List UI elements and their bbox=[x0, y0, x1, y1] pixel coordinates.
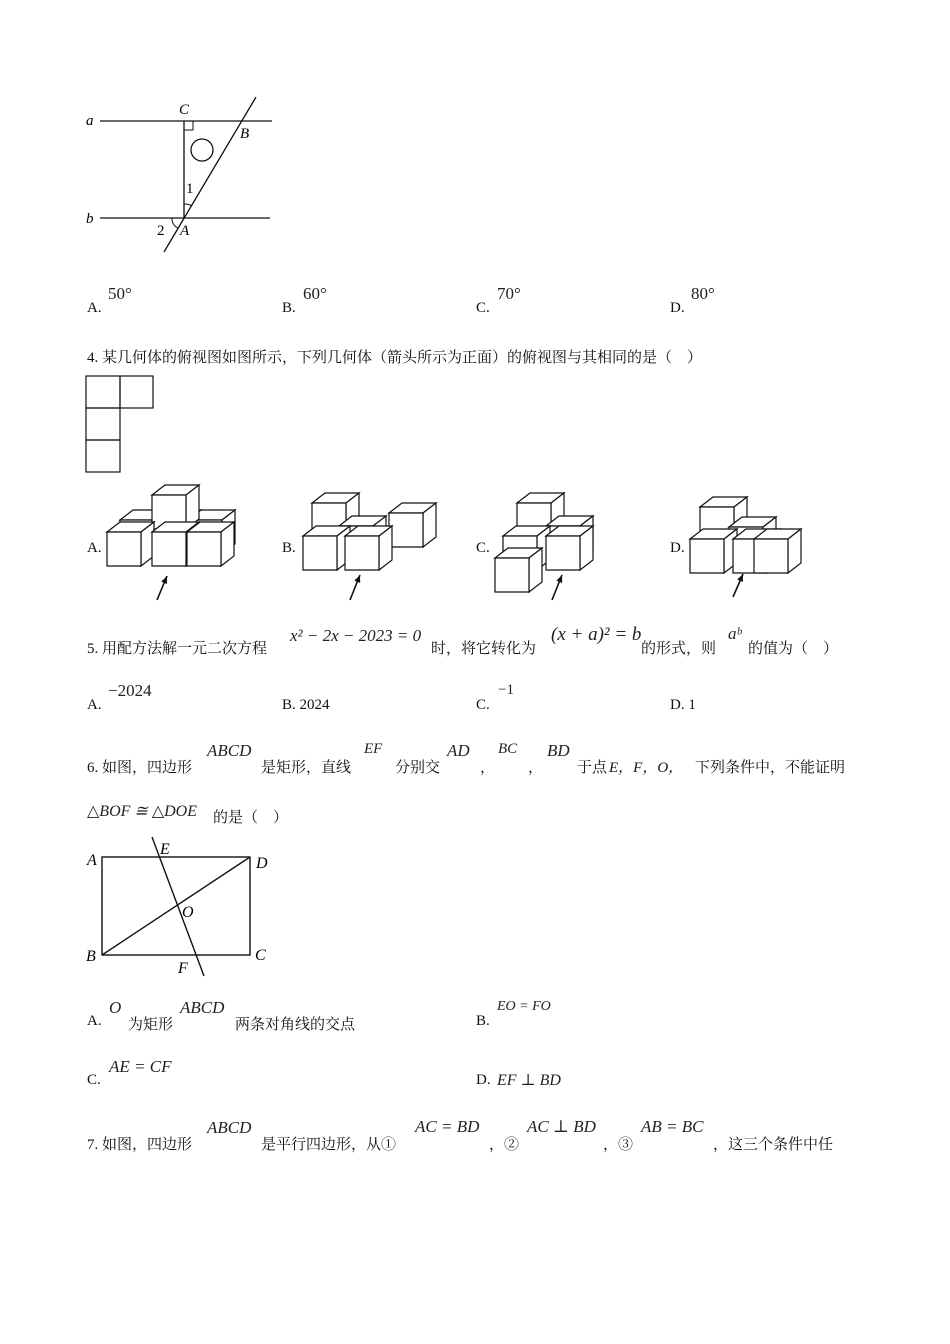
q7-stem-prefix: 7. 如图，四边形 bbox=[87, 1137, 193, 1153]
q6-option-a-text1: 为矩形 bbox=[128, 1017, 174, 1033]
cube-face bbox=[303, 536, 337, 570]
triangle-ruler-hole bbox=[191, 139, 213, 161]
label-b: B bbox=[86, 948, 96, 965]
q6-quad: ABCD bbox=[207, 741, 252, 760]
cube bbox=[389, 503, 436, 547]
cube bbox=[345, 526, 392, 570]
q6-option-c-label: C. bbox=[87, 1072, 101, 1088]
q5-stem-mid: 时，将它转化为 bbox=[431, 641, 537, 657]
q5-option-c-label: C. bbox=[476, 697, 490, 713]
cube-face bbox=[754, 539, 788, 573]
q7-cond3: AB = BC bbox=[641, 1117, 704, 1136]
q6-seg1: AD bbox=[447, 741, 470, 760]
q4-option-a-label: A. bbox=[87, 540, 102, 556]
q6-option-a-math1: O bbox=[109, 998, 122, 1017]
label-angle1: 1 bbox=[186, 181, 194, 197]
q6-option-a-label: A. bbox=[87, 1013, 102, 1029]
cube-face bbox=[495, 558, 529, 592]
q5-form: (x + a)² = b bbox=[551, 624, 642, 645]
q6-line: EF bbox=[364, 741, 383, 757]
cube bbox=[495, 548, 542, 592]
cube bbox=[754, 529, 801, 573]
q6-stem-p5: 下列条件中，不能证明 bbox=[695, 760, 846, 776]
q6-seg2: BC bbox=[498, 741, 518, 757]
label-d: D bbox=[256, 855, 268, 872]
q5-option-b: B. 2024 bbox=[282, 697, 330, 713]
q6-figure bbox=[82, 835, 282, 980]
q3-option-c-label: C. bbox=[476, 300, 490, 316]
q5-stem-prefix: 5. 用配方法解一元二次方程 bbox=[87, 641, 268, 657]
q6-stem-p4: 于点 bbox=[577, 760, 608, 776]
q6-option-d-math: EF ⊥ BD bbox=[497, 1072, 561, 1089]
label-f: F bbox=[178, 960, 188, 977]
transversal bbox=[164, 97, 256, 252]
q3-option-c-value: 70° bbox=[497, 284, 521, 303]
label-point-a: A bbox=[180, 223, 190, 239]
label-point-c: C bbox=[179, 102, 190, 118]
q4-cube-figure-a bbox=[100, 480, 245, 605]
cube-face bbox=[107, 532, 141, 566]
front-arrow-head bbox=[161, 576, 167, 584]
q6-congruence: △BOF ≅ △DOE bbox=[87, 803, 197, 820]
front-arrow-head bbox=[556, 575, 562, 583]
q4-top-view bbox=[85, 375, 157, 475]
q4-cube-figure-c bbox=[490, 485, 605, 605]
label-a: a bbox=[86, 113, 94, 129]
q6-seg3: BD bbox=[547, 741, 570, 760]
q4-cube-figure-d bbox=[683, 487, 808, 602]
cube-face bbox=[187, 532, 221, 566]
label-b: b bbox=[86, 211, 94, 227]
q3-option-d-value: 80° bbox=[691, 284, 715, 303]
q5-stem-mid2: 的形式，则 bbox=[641, 641, 717, 657]
q5-equation: x² − 2x − 2023 = 0 bbox=[290, 626, 422, 645]
q3-figure bbox=[80, 90, 290, 260]
q4-stem: 4. 某几何体的俯视图如图所示，下列几何体（箭头所示为正面）的俯视图与其相同的是（ ） bbox=[87, 350, 703, 366]
label-point-b: B bbox=[240, 126, 250, 142]
q6-comma1: ， bbox=[480, 760, 496, 776]
label-c: C bbox=[255, 947, 266, 964]
cube-face bbox=[152, 532, 186, 566]
cube-face bbox=[546, 536, 580, 570]
q7-stem-p2: 是平行四边形，从① bbox=[261, 1137, 397, 1153]
label-o: O bbox=[182, 904, 194, 921]
q7-stem-suffix: ，这三个条件中任 bbox=[713, 1137, 834, 1153]
q6-stem-prefix: 6. 如图，四边形 bbox=[87, 760, 193, 776]
q3-option-b-value: 60° bbox=[303, 284, 327, 303]
angle2-arc bbox=[172, 218, 178, 228]
q5-option-d: D. 1 bbox=[670, 697, 696, 713]
q6-comma2: ， bbox=[528, 760, 544, 776]
cube-face bbox=[690, 539, 724, 573]
cube bbox=[107, 522, 154, 566]
q5-stem-suffix: 的值为（ ） bbox=[748, 641, 839, 657]
q7-sep3: ，③ bbox=[603, 1137, 634, 1153]
q6-option-d-label: D. bbox=[476, 1072, 491, 1088]
right-angle-mark bbox=[184, 121, 193, 130]
label-a: A bbox=[87, 852, 97, 869]
cube bbox=[187, 522, 234, 566]
q4-cube-figure-b bbox=[295, 485, 445, 605]
q7-cond1: AC = BD bbox=[415, 1117, 480, 1136]
q5-option-a-value: −2024 bbox=[108, 681, 152, 700]
q4-option-b-label: B. bbox=[282, 540, 296, 556]
q5-expr: aᵇ bbox=[728, 624, 742, 643]
q6-stem-suffix: 的是（ ） bbox=[213, 810, 289, 826]
q4-option-d-label: D. bbox=[670, 540, 685, 556]
q6-option-a-text2: 两条对角线的交点 bbox=[235, 1017, 356, 1033]
q7-cond2: AC ⊥ BD bbox=[527, 1117, 596, 1136]
q3-option-b-label: B. bbox=[282, 300, 296, 316]
q7-sep2: ，② bbox=[489, 1137, 520, 1153]
q6-option-c-math: AE = CF bbox=[109, 1057, 172, 1076]
q6-option-a-math2: ABCD bbox=[180, 998, 225, 1017]
diagonal-bd bbox=[102, 857, 250, 955]
q6-option-b-label: B. bbox=[476, 1013, 490, 1029]
angle1-arc bbox=[184, 204, 192, 206]
q6-points: E，F，O， bbox=[609, 760, 684, 776]
q7-quad: ABCD bbox=[207, 1118, 252, 1137]
q3-option-d-label: D. bbox=[670, 300, 685, 316]
cube-face bbox=[389, 513, 423, 547]
label-e: E bbox=[160, 841, 170, 858]
q5-option-c-value: −1 bbox=[498, 682, 514, 698]
cube bbox=[690, 529, 737, 573]
front-arrow-head bbox=[354, 575, 360, 583]
label-angle2: 2 bbox=[157, 223, 165, 239]
q5-option-a-label: A. bbox=[87, 697, 102, 713]
q6-stem-p3: 分别交 bbox=[395, 760, 441, 776]
q3-option-a-label: A. bbox=[87, 300, 102, 316]
cube bbox=[303, 526, 350, 570]
q3-option-a-value: 50° bbox=[108, 284, 132, 303]
cube-face bbox=[345, 536, 379, 570]
cube bbox=[546, 526, 593, 570]
q6-stem-p2: 是矩形，直线 bbox=[261, 760, 352, 776]
q4-option-c-label: C. bbox=[476, 540, 490, 556]
q6-option-b-math: EO = FO bbox=[497, 999, 551, 1014]
